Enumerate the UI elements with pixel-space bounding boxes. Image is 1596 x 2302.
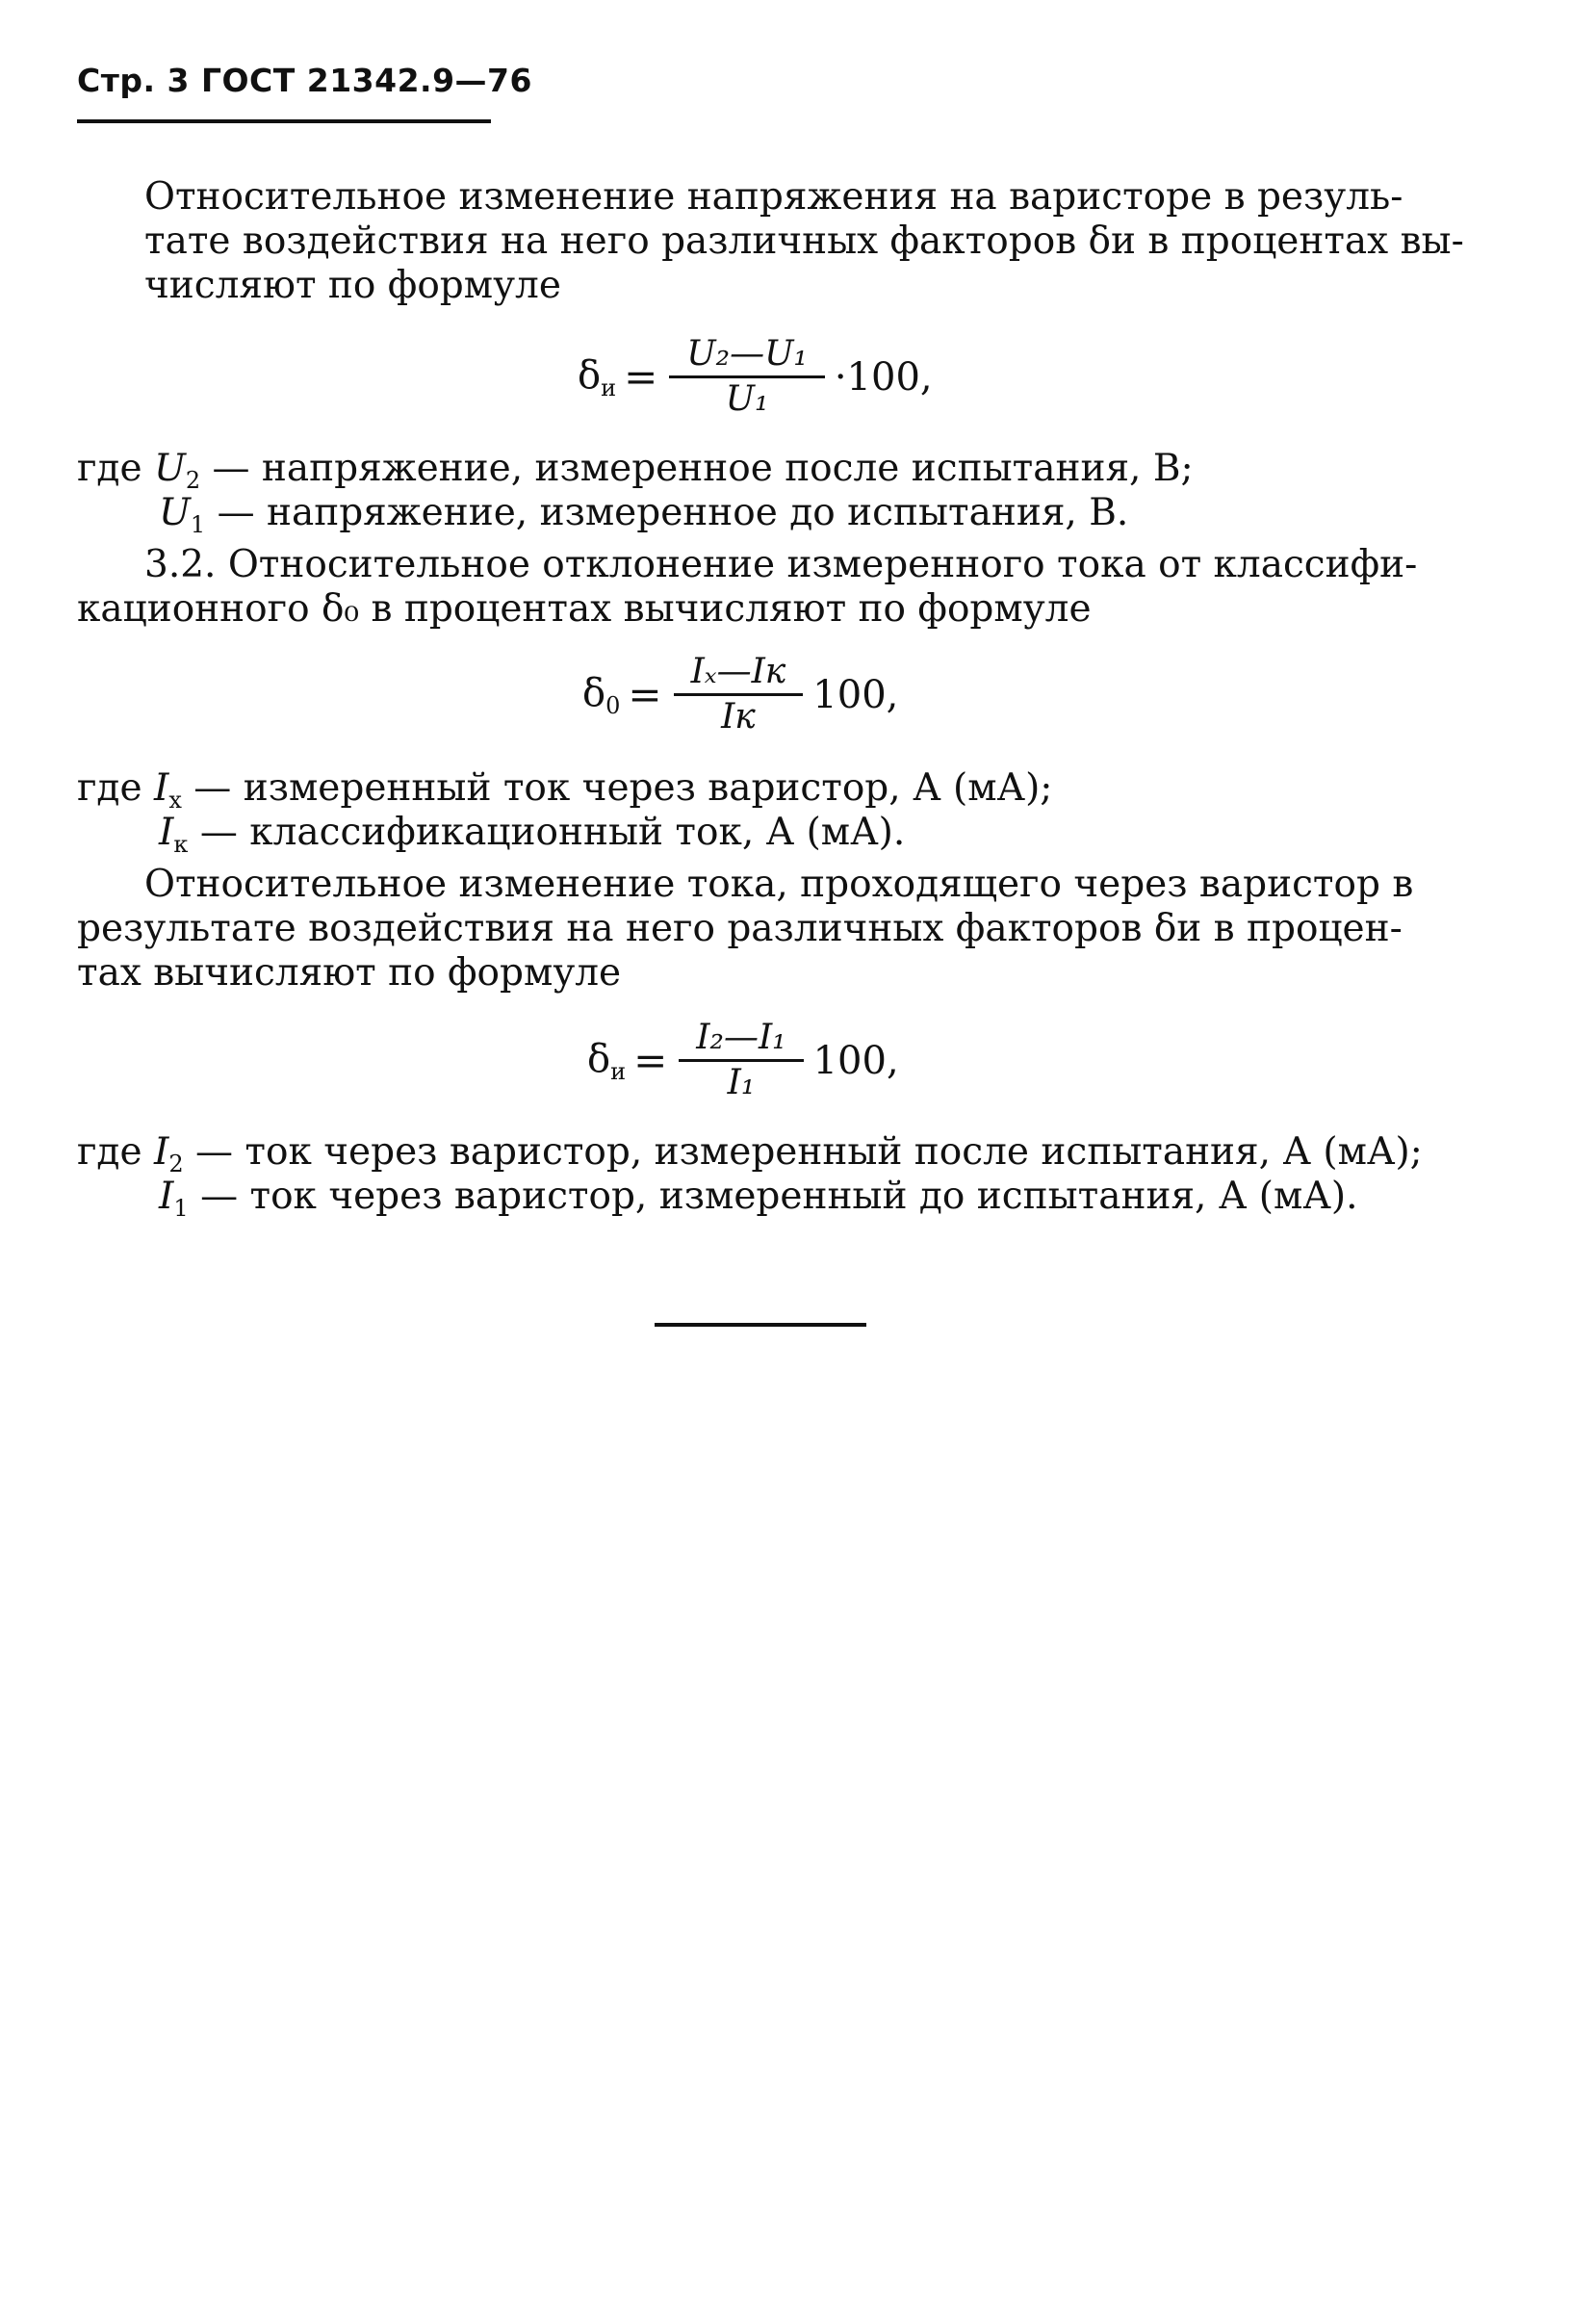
fraction-numerator: U₂—U₁ [686, 334, 808, 374]
formula-lhs: $\delta_и$ [587, 1036, 627, 1085]
paragraph-line: Относительное изменение тока, проходящего через варистор в [144, 863, 1414, 906]
fraction-denominator: I₁ [727, 1063, 756, 1102]
equals-sign: = [633, 1037, 668, 1084]
paragraph-line: тах вычисляют по формуле [77, 951, 622, 995]
symbol: $I_к$ [159, 811, 189, 858]
equals-sign: = [624, 353, 658, 401]
paragraph-line: Относительное изменение напряжения на варисторе в резуль- [144, 175, 1403, 219]
symbol: $I_1$ [159, 1175, 189, 1222]
equals-sign: = [628, 671, 662, 718]
paragraph-line: 3.2. Относительное отклонение измеренного тока от классифи- [144, 543, 1418, 586]
definition-row: $I_1$ — ток через варистор, измеренный до испытания, А (мА). [159, 1175, 1358, 1222]
paragraph-line: кационного δ₀ в процентах вычисляют по формуле [77, 587, 1092, 631]
fraction-denominator: U₁ [725, 379, 769, 419]
fraction [669, 333, 825, 421]
symbol: $U_1$ [159, 491, 206, 538]
symbol: $I_x$ [153, 766, 182, 814]
end-rule [655, 1323, 866, 1327]
formula-voltage-change [578, 333, 933, 421]
paragraph-line: результате воздействия на него различных факторов δи в процен- [77, 907, 1403, 950]
header-rule [77, 119, 491, 123]
paragraph-voltage-change [144, 175, 1464, 308]
paragraph-line: числяют по формуле [144, 264, 561, 307]
definition-row: где $I_2$ — ток через варистор, измеренный после испытания, А (мА); [77, 1130, 1423, 1177]
formula-lhs: $\delta_0$ [582, 670, 621, 719]
formula-factor: 100, [812, 672, 899, 717]
fraction-numerator: I₂—I₁ [696, 1018, 786, 1057]
symbol: $I_2$ [153, 1130, 184, 1177]
definition-row: $I_к$ — классификационный ток, А (мА). [159, 811, 906, 858]
definition-row: где $I_x$ — измеренный ток через варистор, А (мА); [77, 766, 1053, 814]
fraction [674, 651, 804, 738]
fraction-numerator: Iₓ—Iк [690, 652, 786, 691]
paragraph-current-deviation [77, 543, 1434, 632]
paragraph-current-change [77, 863, 1434, 996]
formula-factor: ·100, [834, 354, 933, 400]
page-header: Стр. 3 ГОСТ 21342.9—76 [77, 62, 532, 99]
paragraph-line: тате воздействия на него различных факторов δи в процентах вы- [144, 220, 1464, 263]
formula-current-change [587, 1017, 899, 1104]
definition-row: $U_1$ — напряжение, измеренное до испытания, В. [159, 491, 1129, 538]
formula-lhs: $\delta_и$ [578, 352, 617, 401]
fraction-denominator: Iк [721, 697, 756, 737]
definition-row: где $U_2$ — напряжение, измеренное после испытания, В; [77, 447, 1194, 494]
symbol: $U_2$ [153, 447, 201, 494]
fraction [679, 1017, 803, 1104]
formula-factor: 100, [812, 1038, 899, 1083]
formula-current-deviation [582, 651, 898, 738]
